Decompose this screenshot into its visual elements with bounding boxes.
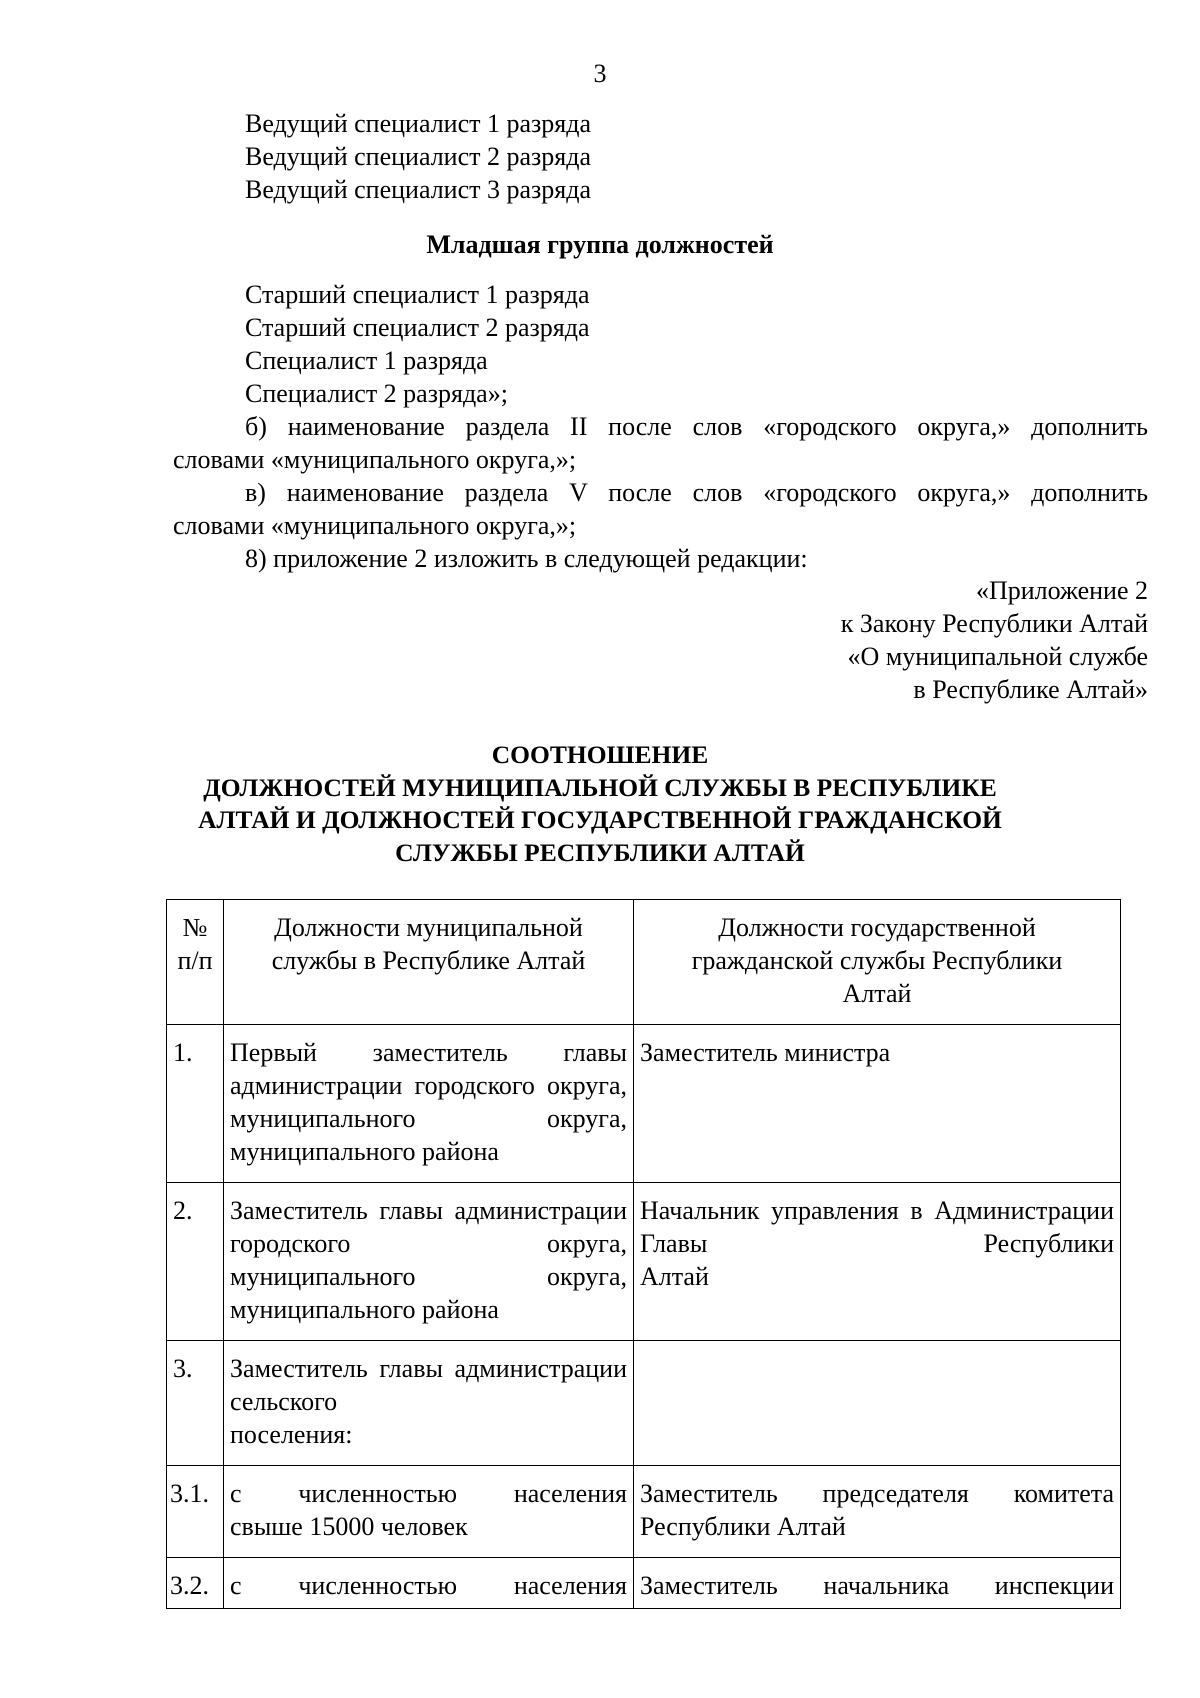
municipal-position [224,1341,634,1466]
cell-text-last: свыше 15000 человек [230,1512,468,1541]
cell-text: Заместитель министра [640,1038,891,1067]
row-number: 3.2. [167,1558,224,1609]
table-row [167,1466,1121,1558]
list-item: Ведущий специалист 2 разряда [245,142,592,171]
cell-text-last: муниципального района [230,1137,499,1166]
title-line: СЛУЖБЫ РЕСПУБЛИКИ АЛТАЙ [395,837,805,867]
paragraph-8: 8) приложение 2 изложить в следующей редакции: [245,544,808,573]
municipal-position [224,1466,634,1558]
title-line: АЛТАЙ И ДОЛЖНОСТЕЙ ГОСУДАРСТВЕННОЙ ГРАЖДАНСКОЙ [198,805,1002,834]
state-position [634,1183,1121,1341]
list-item: Специалист 1 разряда [245,346,488,375]
state-position [634,1025,1121,1183]
table-header-row [167,900,1121,1025]
title-line: ДОЛЖНОСТЕЙ МУНИЦИПАЛЬНОЙ СЛУЖБЫ В РЕСПУБЛИКЕ [203,772,997,802]
municipal-position: с численностью населения [224,1558,634,1609]
paragraph-b-line2: словами «муниципального округа,»; [173,445,577,474]
cell-text: с численностью населения [230,1479,627,1508]
table-row [167,1025,1121,1183]
cell-text-last: Алтай [640,1262,709,1291]
appendix-line: «Приложение 2 [975,576,1148,605]
paragraph-v-line1: в) наименование раздела V после слов «городского округа,» дополнить [245,478,1148,507]
row-number: 3.1. [167,1466,224,1558]
leading-specialist-list [245,107,591,206]
page-number: 3 [593,59,607,88]
cell-text-last: Республики Алтай [640,1512,846,1541]
row-number: 2. [167,1183,224,1341]
list-item: Ведущий специалист 3 разряда [245,175,592,204]
paragraph-v-line2: словами «муниципального округа,»; [173,511,577,540]
paragraph-v [173,476,1148,542]
table-row [167,1183,1121,1341]
appendix-line: «О муниципальной службе [847,642,1148,671]
table-row [167,1341,1121,1466]
cell-text: Заместитель председателя комитета [640,1479,1114,1508]
header-municipal: Должности муниципальной службы в Республике Алтай [224,900,634,1025]
cell-text-last: муниципального района [230,1295,499,1324]
cell-text: Первый заместитель главы администрации городского округа, муниципального округа, [230,1038,627,1133]
junior-group-title: Младшая группа должностей [426,230,774,259]
cell-text: Начальник управления в Администрации Главы Республики [640,1196,1114,1258]
paragraph-b [173,410,1148,476]
header-state: Должности государственной гражданской службы Республики Алтай [634,900,1121,1025]
appendix-reference [600,574,1148,706]
row-number: 3. [167,1341,224,1466]
state-position [634,1466,1121,1558]
appendix-line: в Республике Алтай» [913,675,1148,704]
list-item: Старший специалист 2 разряда [245,313,590,342]
junior-specialist-list [245,278,590,410]
header-num [167,900,224,1025]
list-item: Специалист 2 разряда»; [245,379,508,408]
cell-text-last: поселения: [230,1420,353,1449]
cell-text: Заместитель главы администрации сельского [230,1354,627,1416]
state-position [634,1341,1121,1466]
header-num-line1: № [182,913,208,942]
list-item: Старший специалист 1 разряда [245,280,590,309]
list-item: Ведущий специалист 1 разряда [245,109,592,138]
header-num-line2: п/п [177,946,213,975]
paragraph-b-line1: б) наименование раздела II после слов «городского округа,» дополнить [245,412,1148,441]
table-row [167,1558,1121,1609]
municipal-position [224,1025,634,1183]
appendix-line: к Закону Республики Алтай [840,609,1148,638]
title-line: СООТНОШЕНИЕ [491,740,709,769]
cell-text: Заместитель главы администрации городского округа, муниципального округа, [230,1196,627,1291]
document-title [0,739,1200,869]
correspondence-table [166,899,1121,1609]
row-number: 1. [167,1025,224,1183]
state-position: Заместитель начальника инспекции [634,1558,1121,1609]
municipal-position [224,1183,634,1341]
